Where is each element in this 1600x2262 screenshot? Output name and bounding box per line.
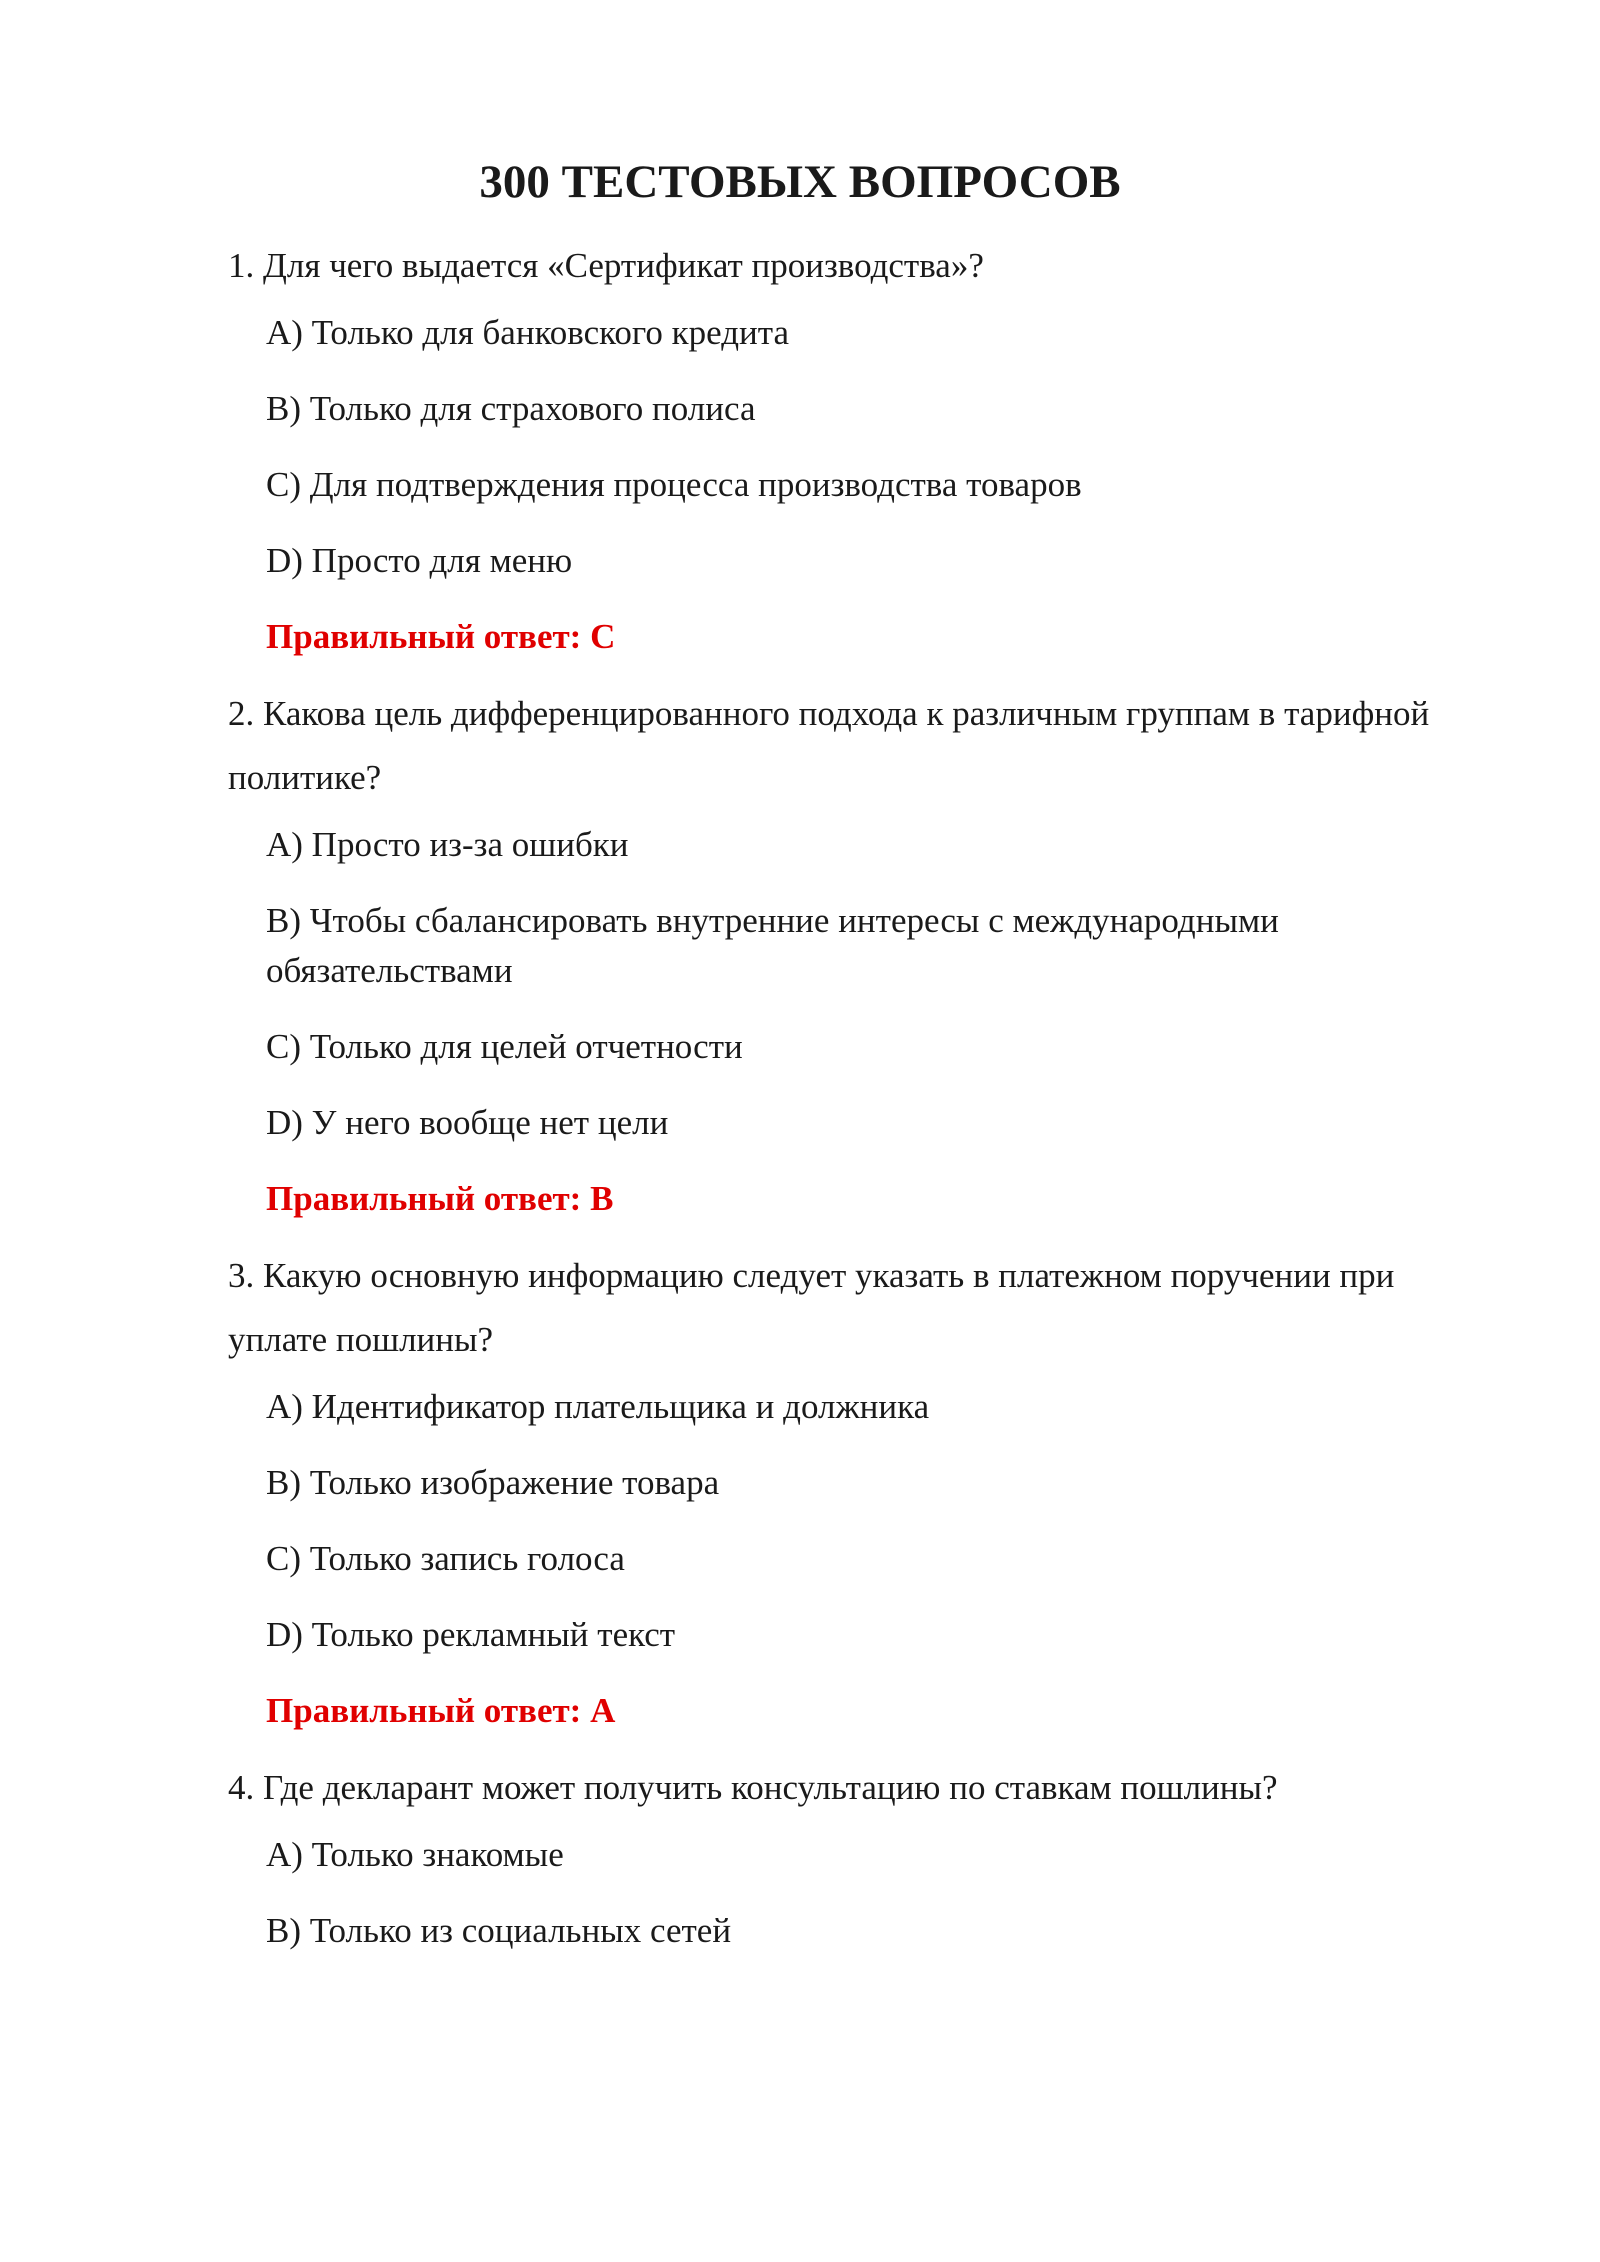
- option-list: [228, 308, 1440, 586]
- option-b: B) Только из социальных сетей: [266, 1911, 732, 1950]
- document-title: 300 ТЕСТОВЫХ ВОПРОСОВ: [479, 156, 1121, 208]
- option-a: A) Идентификатор плательщика и должника: [266, 1387, 930, 1426]
- question-text: 3. Какую основную информацию следует указать в платежном поручении при уплате пошлины?: [228, 1256, 1395, 1359]
- correct-answer: Правильный ответ: B: [266, 1179, 614, 1218]
- question-text: 4. Где декларант может получить консультацию по ставкам пошлины?: [228, 1768, 1278, 1807]
- option-c: C) Только запись голоса: [266, 1539, 625, 1578]
- option-list: [228, 820, 1440, 1148]
- option-b: B) Только изображение товара: [266, 1463, 720, 1502]
- option-a: A) Только для банковского кредита: [266, 313, 789, 352]
- option-d: D) У него вообще нет цели: [266, 1103, 669, 1142]
- option-a: A) Только знакомые: [266, 1835, 564, 1874]
- question-text: 1. Для чего выдается «Сертификат производства»?: [228, 246, 984, 285]
- option-list: [228, 1830, 1440, 1956]
- option-list: [228, 1382, 1440, 1660]
- option-d: D) Только рекламный текст: [266, 1615, 676, 1654]
- question-4: [228, 1756, 1440, 1956]
- option-b: B) Только для страхового полиса: [266, 389, 756, 428]
- option-c: C) Для подтверждения процесса производства товаров: [266, 465, 1082, 504]
- option-b: B) Чтобы сбалансировать внутренние интересы с международными обязательствами: [266, 901, 1279, 990]
- option-d: D) Просто для меню: [266, 541, 573, 580]
- question-text: 2. Какова цель дифференцированного подхода к различным группам в тарифной политике?: [228, 694, 1430, 797]
- correct-answer: Правильный ответ: C: [266, 617, 616, 656]
- question-3: [228, 1244, 1440, 1736]
- question-2: [228, 682, 1440, 1224]
- question-1: [228, 234, 1440, 662]
- option-c: C) Только для целей отчетности: [266, 1027, 743, 1066]
- option-a: A) Просто из-за ошибки: [266, 825, 629, 864]
- correct-answer: Правильный ответ: A: [266, 1691, 616, 1730]
